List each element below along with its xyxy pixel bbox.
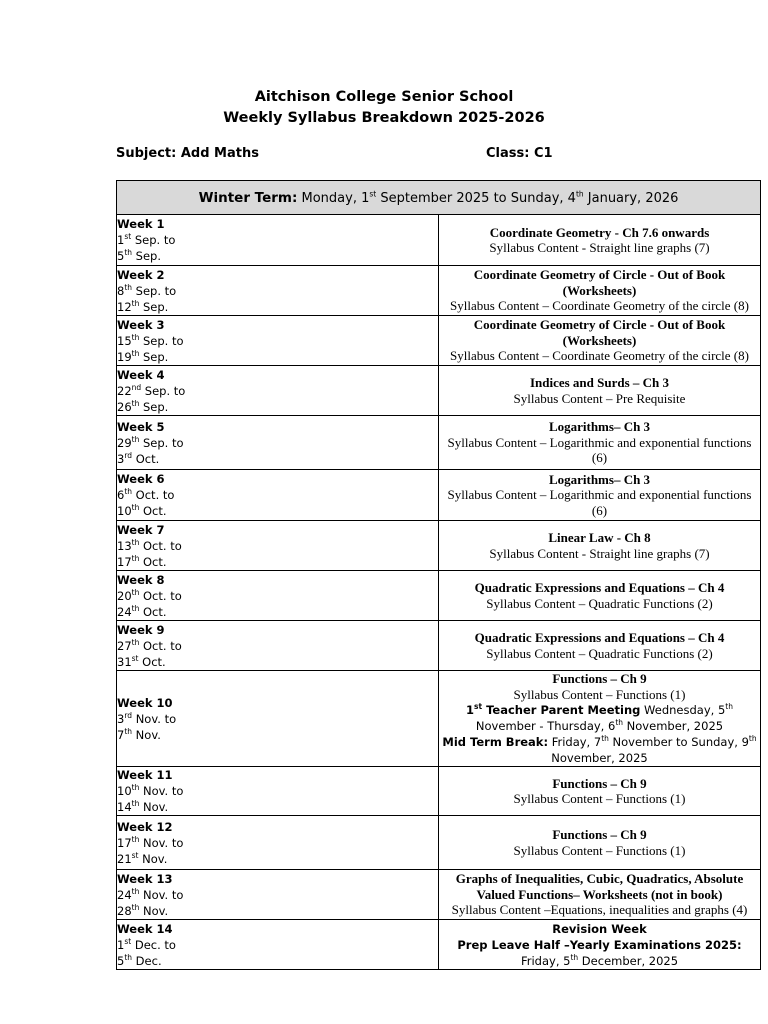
term-sup: th [575, 189, 584, 199]
text-segment [466, 703, 640, 717]
week-cell [117, 215, 439, 266]
class-label: Class: C1 [486, 146, 553, 161]
term-text: Monday, 1 [297, 190, 370, 206]
text-segment: Oct. [138, 654, 166, 669]
text-segment: 31 [117, 654, 132, 669]
week-start [117, 283, 438, 299]
ordinal-suffix: th [131, 603, 140, 613]
week-end [117, 799, 438, 815]
text-segment: Sep. to [141, 383, 186, 398]
ordinal-suffix: th [131, 434, 140, 444]
week-start [117, 835, 438, 851]
term-header-row [117, 181, 761, 215]
ordinal-suffix: th [748, 734, 757, 744]
week-number: Week 7 [117, 522, 165, 537]
text-segment: November, 2025 [551, 751, 648, 765]
term-header [117, 181, 761, 215]
week-row [117, 316, 761, 366]
week-number: Week 6 [117, 472, 165, 486]
ordinal-suffix: st [131, 653, 139, 663]
text-segment: Mid Term Break: [442, 735, 549, 749]
content-cell [439, 920, 761, 970]
week-start [117, 887, 438, 903]
syllabus-content: Syllabus Content – Quadratic Functions (2) [486, 595, 713, 611]
text-segment: Dec. [132, 953, 162, 968]
week-row [117, 215, 761, 266]
text-segment: 17 [117, 554, 132, 569]
text-segment: 29 [117, 435, 132, 450]
chapter-title: Graphs of Inequalities, Cubic, Quadratics, Absolute Valued Functions– Worksheets (not in book) [455, 871, 744, 902]
text-segment: Nov. [139, 800, 169, 814]
parent-teacher-meeting [439, 702, 760, 734]
week-cell [117, 767, 439, 816]
ordinal-suffix: th [131, 503, 140, 513]
text-segment: Sep. [139, 349, 169, 364]
week-start [117, 638, 438, 654]
week-start [117, 487, 438, 503]
week-cell [117, 671, 439, 767]
week-number: Week 10 [117, 695, 173, 710]
ordinal-suffix: th [570, 952, 579, 962]
text-segment: Nov. to [132, 711, 177, 726]
week-number: Week 13 [117, 871, 173, 886]
ordinal-suffix: th [131, 834, 140, 844]
ordinal-suffix: th [124, 487, 133, 497]
chapter-title: Quadratic Expressions and Equations – Ch 4 [474, 580, 725, 595]
text-segment: Nov. to [139, 887, 184, 902]
week-end [117, 953, 438, 969]
chapter-title: Coordinate Geometry of Circle - Out of Book (Worksheets) [473, 267, 726, 298]
week-row [117, 816, 761, 870]
text-segment: 10 [117, 784, 132, 798]
text-segment: Oct. to [139, 638, 182, 653]
subject-label: Subject: Add Maths [116, 146, 259, 161]
ordinal-suffix: th [124, 952, 133, 962]
content-cell [439, 767, 761, 816]
week-end [117, 248, 438, 264]
text-segment: November - Thursday, 6 [475, 719, 616, 733]
ordinal-suffix: th [601, 734, 609, 744]
ordinal-suffix: th [131, 886, 140, 896]
content-cell [439, 671, 761, 767]
week-end [117, 851, 438, 867]
week-end [117, 451, 438, 467]
content-cell [439, 366, 761, 416]
text-segment: Oct. to [139, 588, 182, 603]
week-number: Week 14 [117, 921, 173, 936]
text-segment: Sep. to [139, 333, 184, 348]
week-start [117, 711, 438, 727]
text-segment: 13 [117, 538, 132, 553]
ordinal-suffix: rd [124, 710, 133, 720]
week-row [117, 571, 761, 621]
text-segment: Dec. to [131, 937, 176, 952]
content-cell [439, 416, 761, 470]
text-segment: November, 2025 [623, 719, 724, 733]
week-end [117, 604, 438, 620]
week-start [117, 588, 438, 604]
week-start [117, 333, 438, 349]
ordinal-suffix: th [131, 587, 140, 597]
syllabus-content: Syllabus Content – Coordinate Geometry of the circle (8) [450, 348, 749, 364]
week-end [117, 554, 438, 570]
week-end [117, 299, 438, 315]
content-cell [439, 870, 761, 920]
chapter-title: Logarithms– Ch 3 [548, 419, 651, 435]
content-cell [439, 521, 761, 571]
week-row [117, 870, 761, 920]
text-segment: 20 [117, 588, 132, 603]
week-end [117, 399, 438, 415]
ordinal-suffix: th [131, 637, 140, 647]
chapter-title: Functions – Ch 9 [552, 671, 647, 686]
text-segment: 6 [117, 488, 125, 502]
week-cell [117, 870, 439, 920]
syllabus-content: Syllabus Content – Quadratic Functions (2) [486, 645, 713, 661]
week-cell [117, 416, 439, 470]
syllabus-content: Syllabus Content – Logarithmic and exponential functions (6) [447, 434, 752, 466]
week-row [117, 470, 761, 521]
text-segment: Oct. [132, 451, 160, 466]
week-start [117, 538, 438, 554]
week-row [117, 521, 761, 571]
week-number: Week 1 [117, 217, 165, 231]
text-segment: Nov. [138, 851, 168, 866]
week-end [117, 654, 438, 670]
week-end [117, 349, 438, 365]
text-segment: Nov. to [139, 835, 184, 850]
chapter-title: Logarithms– Ch 3 [548, 471, 651, 487]
week-cell [117, 571, 439, 621]
text-segment: December, 2025 [578, 953, 679, 968]
text-segment: 19 [117, 349, 132, 364]
text-segment: Sep. to [139, 435, 184, 450]
text-segment: 7 [117, 727, 125, 742]
term-text: September 2025 to Sunday, 4 [376, 190, 576, 206]
week-start [117, 232, 438, 248]
week-start [117, 383, 438, 399]
ordinal-suffix: th [131, 398, 140, 408]
week-start [117, 937, 438, 953]
chapter-title: Indices and Surds – Ch 3 [529, 375, 670, 390]
chapter-title: Coordinate Geometry of Circle - Out of Book (Worksheets) [473, 317, 726, 348]
syllabus-content: Syllabus Content – Functions (1) [513, 791, 686, 806]
text-segment: Oct. [139, 604, 167, 619]
ordinal-suffix: st [131, 850, 139, 860]
content-cell [439, 571, 761, 621]
text-segment: Friday, 5 [520, 953, 571, 968]
week-start [117, 783, 438, 799]
syllabus-content: Syllabus Content – Coordinate Geometry of the circle (8) [450, 298, 749, 314]
week-row [117, 416, 761, 470]
text-segment: Friday, 7 [548, 735, 602, 749]
ordinal-suffix: th [131, 298, 140, 308]
ordinal-suffix: th [725, 702, 733, 712]
content-cell [439, 470, 761, 521]
week-cell [117, 266, 439, 316]
text-segment: Nov. [139, 903, 169, 918]
text-segment: Nov. to [139, 784, 184, 798]
text-segment: 5 [117, 953, 125, 968]
ordinal-suffix: th [131, 537, 140, 547]
chapter-title: Functions – Ch 9 [552, 775, 647, 791]
text-segment: Nov. [132, 727, 161, 742]
text-segment: Oct. to [132, 488, 175, 502]
week-row [117, 266, 761, 316]
chapter-title: Functions – Ch 9 [552, 827, 647, 842]
text-segment: 1 [466, 703, 475, 717]
text-segment: 28 [117, 903, 132, 918]
week-number: Week 12 [117, 819, 173, 834]
week-number: Week 2 [117, 267, 165, 282]
ordinal-suffix: rd [124, 450, 133, 460]
content-cell [439, 621, 761, 671]
ordinal-suffix: th [124, 282, 133, 292]
week-row [117, 671, 761, 767]
mid-term-break [439, 734, 760, 766]
syllabus-content: Syllabus Content - Straight line graphs (7) [489, 240, 710, 255]
text-segment: 1 [117, 937, 125, 952]
text-segment: Teacher Parent Meeting [482, 703, 641, 717]
text-segment: Oct. to [139, 538, 182, 553]
chapter-title: Coordinate Geometry - Ch 7.6 onwards [489, 224, 710, 240]
text-segment: 12 [117, 299, 132, 314]
content-cell [439, 316, 761, 366]
week-number: Week 5 [117, 419, 165, 434]
text-segment: 10 [117, 504, 132, 518]
week-cell [117, 366, 439, 416]
text-segment: Sep. [139, 399, 169, 414]
week-cell [117, 621, 439, 671]
text-segment: Sep. to [131, 233, 176, 247]
ordinal-suffix: th [131, 348, 140, 358]
week-cell [117, 316, 439, 366]
text-segment: 24 [117, 604, 132, 619]
text-segment: 14 [117, 800, 132, 814]
syllabus-table [116, 180, 761, 970]
week-end [117, 903, 438, 919]
week-cell [117, 816, 439, 870]
week-row [117, 366, 761, 416]
document-subtitle: Weekly Syllabus Breakdown 2025-2026 [223, 110, 545, 126]
week-row [117, 621, 761, 671]
text-segment: 3 [117, 711, 125, 726]
chapter-title: Linear Law - Ch 8 [548, 530, 651, 545]
text-segment: 26 [117, 399, 132, 414]
ordinal-suffix: th [124, 726, 133, 736]
week-row [117, 920, 761, 970]
text-segment: 24 [117, 887, 132, 902]
week-cell [117, 920, 439, 970]
text-segment: 17 [117, 835, 132, 850]
week-end [117, 503, 438, 519]
text-segment: Oct. [139, 554, 167, 569]
text-segment: Wednesday, 5 [640, 703, 726, 717]
ordinal-suffix: th [124, 248, 133, 258]
ordinal-suffix: st [474, 702, 483, 712]
text-segment: Oct. [139, 504, 167, 518]
text-segment: Sep. [139, 299, 169, 314]
ordinal-suffix: st [124, 232, 132, 242]
week-number: Week 11 [117, 768, 173, 782]
text-segment: 22 [117, 383, 132, 398]
text-segment: Sep. [132, 249, 162, 263]
text-segment: 1 [117, 233, 125, 247]
content-cell [439, 266, 761, 316]
text-segment: November to Sunday, 9 [608, 735, 749, 749]
week-cell [117, 521, 439, 571]
syllabus-content: Syllabus Content - Straight line graphs (7) [489, 545, 710, 561]
text-segment: 21 [117, 851, 132, 866]
syllabus-content: Syllabus Content – Logarithmic and exponential functions (6) [447, 487, 752, 518]
text-segment: Prep Leave Half –Yearly Examinations 2025: [457, 937, 742, 952]
content-cell [439, 816, 761, 870]
syllabus-content: Syllabus Content – Functions (1) [513, 686, 686, 702]
week-end [117, 727, 438, 743]
ordinal-suffix: th [131, 783, 140, 793]
text-segment: Sep. to [132, 283, 177, 298]
week-number: Week 3 [117, 317, 165, 332]
term-label: Winter Term: [198, 189, 298, 206]
prep-leave [439, 937, 760, 969]
text-segment: 27 [117, 638, 132, 653]
ordinal-suffix: th [615, 718, 624, 728]
week-cell [117, 470, 439, 521]
term-text: January, 2026 [583, 190, 679, 206]
week-number: Week 8 [117, 572, 165, 587]
syllabus-content: Syllabus Content –Equations, inequalities and graphs (4) [451, 902, 748, 918]
syllabus-content: Syllabus Content – Functions (1) [513, 842, 686, 858]
syllabus-content: Syllabus Content – Pre Requisite [513, 390, 686, 406]
ordinal-suffix: th [131, 553, 140, 563]
school-name: Aitchison College Senior School [254, 89, 514, 105]
term-sup: st [369, 189, 377, 199]
chapter-title: Quadratic Expressions and Equations – Ch 4 [474, 630, 725, 645]
week-number: Week 9 [117, 622, 165, 637]
text-segment: 15 [117, 333, 132, 348]
ordinal-suffix: th [131, 799, 140, 809]
text-segment: 8 [117, 283, 125, 298]
text-segment: 5 [117, 249, 125, 263]
content-cell [439, 215, 761, 266]
revision-week: Revision Week [552, 921, 647, 936]
week-number: Week 4 [117, 367, 165, 382]
week-start [117, 435, 438, 451]
ordinal-suffix: st [124, 936, 132, 946]
ordinal-suffix: th [131, 332, 140, 342]
text-segment: 3 [117, 451, 125, 466]
ordinal-suffix: th [131, 902, 140, 912]
week-row [117, 767, 761, 816]
ordinal-suffix: nd [131, 382, 142, 392]
